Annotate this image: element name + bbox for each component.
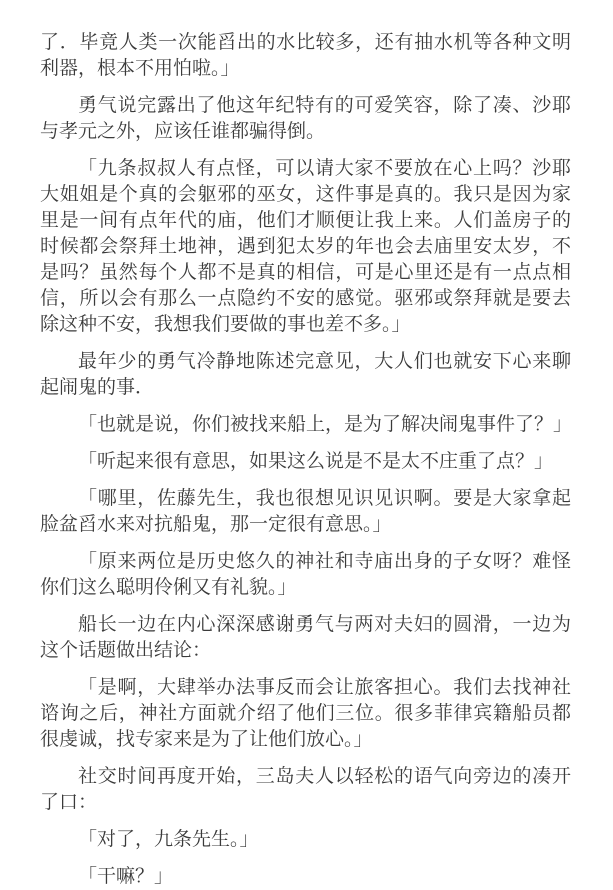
paragraph: 「也就是说，你们被找来船上，是为了解决闹鬼事件了？」: [78, 414, 573, 435]
text-body: [40, 30, 571, 890]
paragraph: 「听起来很有意思，如果这么说是不是太不庄重了点？」: [78, 451, 554, 472]
paragraph: 船长一边在内心深深感谢勇气与两对夫妇的圆滑，一边为这个话题做出结论：: [40, 614, 571, 661]
paragraph: 「干嘛？」: [78, 866, 174, 887]
paragraph: 「哪里，佐藤先生，我也很想见识见识啊。要是大家拿起脸盆舀水来对抗船鬼，那一定很有意思。」: [40, 488, 571, 535]
paragraph: 「对了，九条先生。」: [78, 829, 259, 850]
paragraph: 社交时间再度开始，三岛夫人以轻松的语气向旁边的凑开了口：: [40, 766, 571, 813]
paragraph: 了．毕竟人类一次能舀出的水比较多，还有抽水机等各种文明利器，根本不用怕啦。」: [40, 32, 571, 79]
paragraph: 「是啊，大肆举办法事反而会让旅客担心。我们去找神社谘询之后，神社方面就介绍了他们三位。很多菲律宾籍船员都很虔诚，找专家来是为了让他们放心。」: [40, 677, 571, 750]
paragraph: 「九条叔叔人有点怪，可以请大家不要放在心上吗？沙耶大姐姐是个真的会躯邪的巫女，这件事是真的。我只是因为家里是一间有点年代的庙，他们才顺便让我上来。人们盖房子的时候都会祭拜土地神，遇到犯太岁的年也会去庙里安太岁，不是吗？虽然每个人都不是真的相信，可是心里还是有一点点相信，所以会有那么一点隐约不安的感觉。驱邪或祭拜就是要去除这种不安，我想我们要做的事也差不多。」: [40, 158, 571, 335]
paragraph: 勇气说完露出了他这年纪特有的可爱笑容，除了凑、沙耶与孝元之外，应该任谁都骗得倒。: [40, 95, 571, 142]
paragraph: 「原来两位是历史悠久的神社和寺庙出身的子女呀？难怪你们这么聪明伶俐又有礼貌。」: [40, 551, 571, 598]
paragraph: 最年少的勇气冷静地陈述完意见，大人们也就安下心来聊起闹鬼的事．: [40, 351, 571, 398]
